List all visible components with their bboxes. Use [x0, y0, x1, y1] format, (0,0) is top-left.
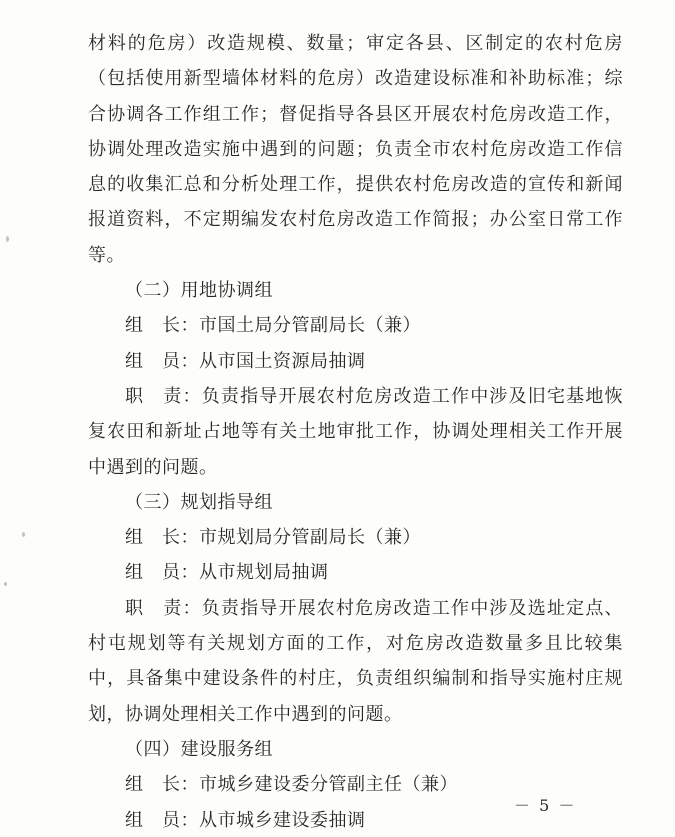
section-leader-planning: 组 长：市规划局分管副局长（兼） [125, 527, 421, 549]
document-body [88, 26, 623, 837]
section-members-land: 组 员：从市国土资源局抽调 [125, 350, 366, 372]
section-heading-planning: （三）规划指导组 [125, 491, 273, 513]
section-leader-land: 组 长：市国土局分管副局长（兼） [125, 315, 421, 337]
section-heading-land: （二）用地协调组 [125, 280, 273, 302]
section-leader-construction: 组 长：市城乡建设委分管副主任（兼） [125, 774, 458, 796]
section-duties-planning: 职 责：负责指导开展农村危房改造工作中涉及选址定点、村屯规划等有关规划方面的工作，对危房改造数量多且比较集中，具备集中建设条件的村庄，负责组织编制和指导实施村庄规划，协调处理相关工作中遇到的问题。 [88, 597, 623, 725]
intro-paragraph: 材料的危房）改造规模、数量；审定各县、区制定的农村危房（包括使用新型墙体材料的危房）改造建设标准和补助标准；综合协调各工作组工作；督促指导各县区开展农村危房改造工作，协调处理改造实施中遇到的问题；负责全市农村危房改造工作信息的收集汇总和分析处理工作，提供农村危房改造的宣传和新闻报道资料，不定期编发农村危房改造工作简报；办公室日常工作等。 [88, 33, 623, 266]
section-duties-land: 职 责：负责指导开展农村危房改造工作中涉及旧宅基地恢复农田和新址占地等有关土地审批工作，协调处理相关工作开展中遇到的问题。 [88, 385, 623, 478]
section-members-planning: 组 员：从市规划局抽调 [125, 562, 329, 584]
scan-speck [4, 582, 7, 586]
scan-speck [6, 236, 9, 242]
page-number: － 5 － [514, 796, 577, 815]
scan-speck [22, 532, 25, 537]
section-members-construction: 组 员：从市城乡建设委抽调 [125, 809, 366, 831]
section-heading-construction: （四）建设服务组 [125, 738, 273, 760]
